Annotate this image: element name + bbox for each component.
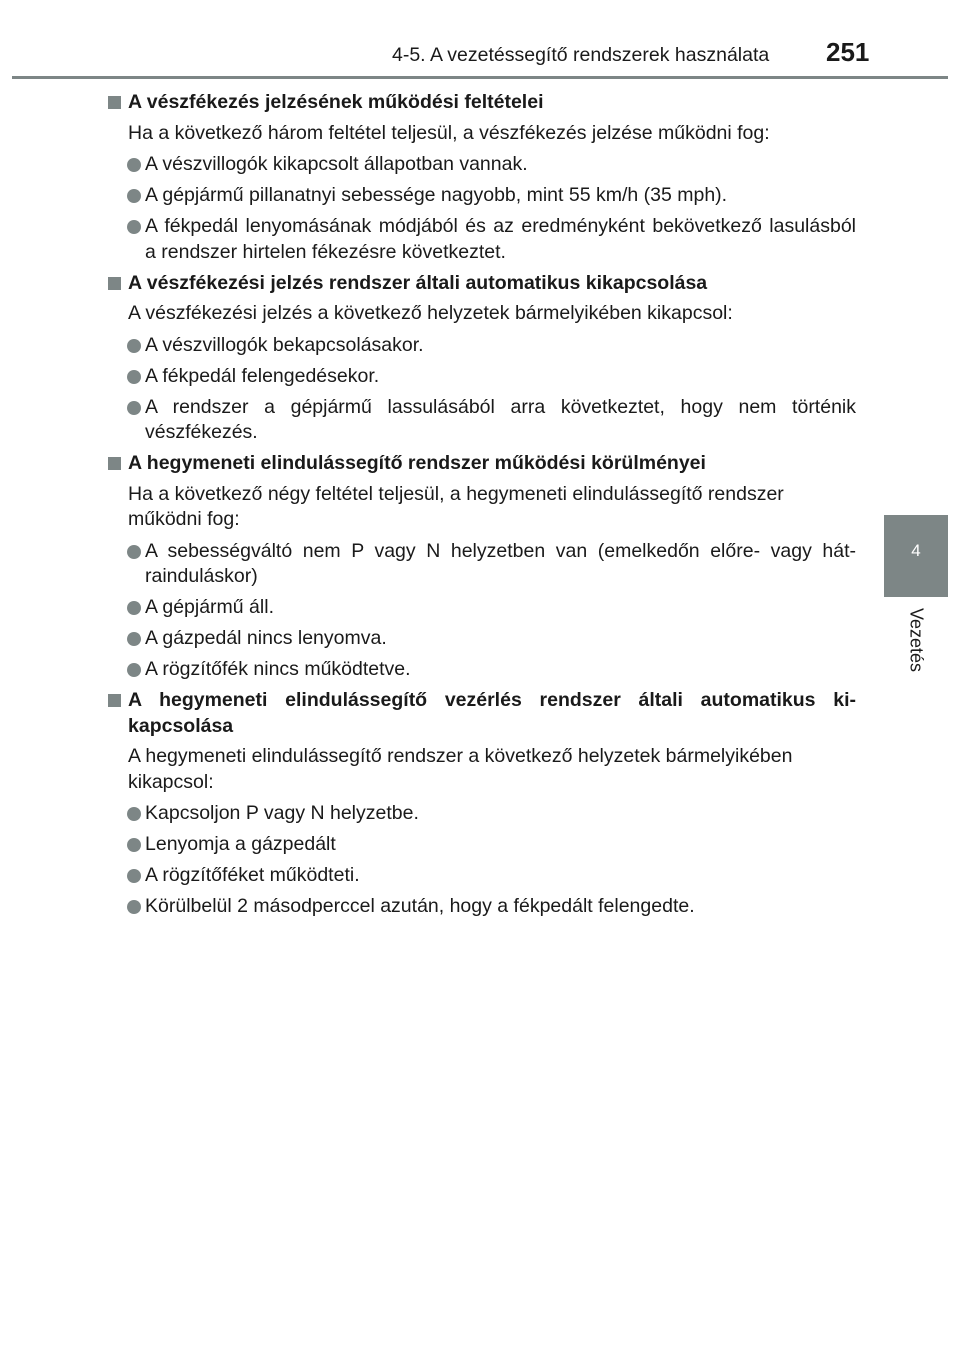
round-bullet-icon <box>127 339 141 353</box>
list-item <box>108 894 856 920</box>
list-item-text: A rögzítőfék nincs működtetve. <box>145 658 411 680</box>
chapter-number: 4 <box>911 541 921 560</box>
list-item-text: A sebességváltó nem P vagy N helyzetben van (emelkedőn előre- vagy hátrainduláskor) <box>145 539 856 587</box>
section-hill-start-auto-off <box>108 688 856 920</box>
list-item <box>108 183 856 209</box>
section-heading <box>108 451 856 477</box>
section-heading <box>108 90 856 116</box>
round-bullet-icon <box>127 632 141 646</box>
list-item-text: Körülbelül 2 másodperccel azután, hogy a fékpedált felengedte. <box>145 895 695 917</box>
round-bullet-icon <box>127 601 141 615</box>
list-item <box>108 539 856 590</box>
list-item <box>108 214 856 265</box>
list-item <box>108 595 856 621</box>
round-bullet-icon <box>127 158 141 172</box>
page-content <box>108 90 856 925</box>
list-item-text: A vészvillogók kikapcsolt állapotban vannak. <box>145 153 528 175</box>
list-item <box>108 626 856 652</box>
round-bullet-icon <box>127 869 141 883</box>
square-bullet-icon <box>108 96 121 109</box>
round-bullet-icon <box>127 220 141 234</box>
list-item-text: A gázpedál nincs lenyomva. <box>145 627 387 649</box>
chapter-label: Vezetés <box>906 607 927 673</box>
heading-text: A vészfékezés jelzésének működési feltételei <box>128 91 544 113</box>
section-intro: A hegymeneti elindulássegítő rendszer a következő helyzetek bármelyikében kikapcsol: <box>128 745 793 793</box>
section-heading <box>108 271 856 297</box>
list-item <box>108 657 856 683</box>
round-bullet-icon <box>127 900 141 914</box>
section-intro: Ha a következő négy feltétel teljesül, a hegymeneti elindulássegítő rendszer működni fog: <box>128 482 784 530</box>
round-bullet-icon <box>127 838 141 852</box>
section-heading <box>108 688 856 739</box>
section-title: 4-5. A vezetéssegítő rendszerek használata <box>392 44 770 66</box>
list-item-text: A fékpedál lenyomásának módjából és az eredményként bekövetkező lasulásból a rendszer hirtelen fékezésre következtet. <box>145 215 856 263</box>
list-item-text: A fékpedál felengedésekor. <box>145 364 380 387</box>
list-item-text: Lenyomja a gázpedált <box>145 833 336 855</box>
section-intro: A vészfékezési jelzés a következő helyzetek bármelyikében kikapcsol: <box>128 302 733 324</box>
square-bullet-icon <box>108 277 121 290</box>
list-item <box>108 364 856 390</box>
round-bullet-icon <box>127 663 141 677</box>
heading-text: A hegymeneti elindulássegítő rendszer működési körülményei <box>128 452 706 474</box>
round-bullet-icon <box>127 807 141 821</box>
list-item <box>108 863 856 889</box>
section-emergency-signal-auto-off <box>108 271 856 446</box>
section-hill-start-conditions <box>108 451 856 683</box>
list-item <box>108 152 856 178</box>
section-intro: Ha a következő három feltétel teljesül, a vészfékezés jelzése működni fog: <box>128 121 770 144</box>
section-emergency-signal-conditions <box>108 90 856 265</box>
list-item-text: A vészvillogók bekapcsolásakor. <box>145 333 424 356</box>
list-item <box>108 333 856 359</box>
list-item-text: A rögzítőféket működteti. <box>145 864 360 886</box>
round-bullet-icon <box>127 545 141 559</box>
square-bullet-icon <box>108 457 121 470</box>
list-item <box>108 801 856 827</box>
header-rule <box>12 76 948 79</box>
round-bullet-icon <box>127 401 141 415</box>
list-item-text: Kapcsoljon P vagy N helyzetbe. <box>145 802 419 824</box>
square-bullet-icon <box>108 694 121 707</box>
list-item <box>108 832 856 858</box>
list-item-text: A gépjármű áll. <box>145 596 274 618</box>
round-bullet-icon <box>127 370 141 384</box>
page-number: 251 <box>826 37 870 67</box>
heading-text: A vészfékezési jelzés rendszer általi automatikus kikapcsolása <box>128 271 708 294</box>
list-item-text: A gépjármű pillanatnyi sebessége nagyobb, mint 55 km/h (35 mph). <box>145 184 728 206</box>
heading-text: A hegymeneti elindulássegítő vezérlés rendszer általi automatikus kikapcsolása <box>128 689 856 737</box>
round-bullet-icon <box>127 189 141 203</box>
list-item-text: A rendszer a gépjármű lassulásából arra következtet, hogy nem történik vészfékezés. <box>145 395 856 443</box>
list-item <box>108 395 856 446</box>
